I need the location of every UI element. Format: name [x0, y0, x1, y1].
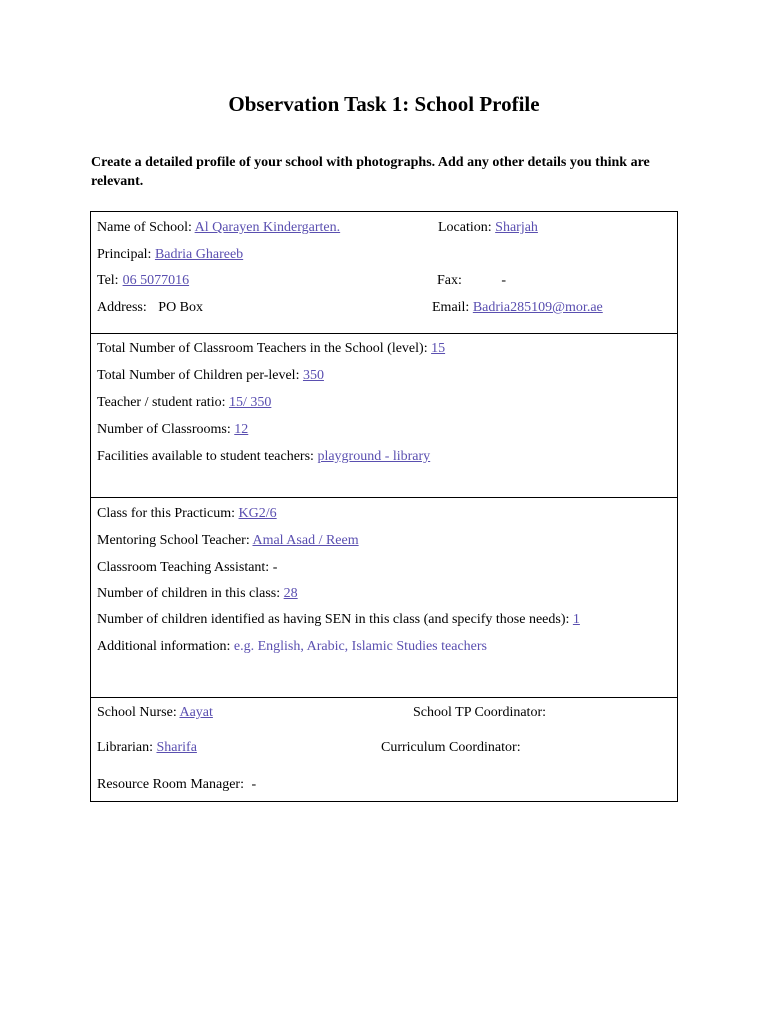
ratio-label: Teacher / student ratio:: [97, 395, 226, 410]
additional-label: Additional information:: [97, 639, 231, 654]
location-value[interactable]: Sharjah: [495, 220, 538, 235]
children-row: [97, 368, 324, 384]
profile-table: [90, 211, 678, 802]
curriculum-row: [381, 740, 521, 756]
librarian-value[interactable]: Sharifa: [156, 740, 197, 755]
resource-label: Resource Room Manager:: [97, 777, 244, 792]
mentor-row: [97, 533, 359, 549]
ratio-value[interactable]: 15/ 350: [228, 395, 272, 410]
school-name-value[interactable]: Al Qarayen Kindergarten.: [194, 220, 341, 235]
address-row: [97, 300, 203, 316]
nurse-row: [97, 705, 213, 721]
class-children-label: Number of children in this class:: [97, 586, 281, 601]
librarian-label: Librarian:: [97, 740, 153, 755]
principal-row: [97, 247, 243, 263]
assistant-value: -: [272, 560, 278, 575]
classrooms-label: Number of Classrooms:: [97, 422, 231, 437]
resource-row: [97, 777, 256, 793]
email-row: [432, 300, 603, 316]
location-label: Location:: [438, 220, 492, 235]
children-value[interactable]: 350: [302, 368, 324, 383]
class-children-row: [97, 586, 298, 602]
classrooms-row: [97, 422, 248, 438]
assistant-row: [97, 560, 277, 576]
teachers-value[interactable]: 15: [431, 341, 446, 356]
email-label: Email:: [432, 300, 470, 315]
nurse-value[interactable]: Aayat: [179, 705, 213, 720]
additional-row: [97, 639, 487, 655]
class-value[interactable]: KG2/6: [238, 506, 277, 521]
location-row: [438, 220, 538, 236]
tel-label: Tel:: [97, 273, 119, 288]
school-name-row: [97, 220, 340, 236]
principal-label: Principal:: [97, 247, 152, 262]
facilities-value[interactable]: playground - library: [317, 449, 431, 464]
assistant-label: Classroom Teaching Assistant:: [97, 560, 270, 575]
facilities-row: [97, 449, 430, 465]
librarian-row: [97, 740, 197, 756]
intro-text: Create a detailed profile of your school with photographs. Add any other details you think are relevant.: [91, 155, 650, 189]
tel-row: [97, 273, 189, 289]
ratio-row: [97, 395, 271, 411]
mentor-label: Mentoring School Teacher:: [97, 533, 250, 548]
sen-row: [97, 612, 580, 628]
class-label: Class for this Practicum:: [97, 506, 236, 521]
sen-label: Number of children identified as having SEN in this class (and specify those needs):: [97, 612, 570, 627]
curriculum-label: Curriculum Coordinator:: [381, 740, 521, 755]
resource-value: -: [251, 777, 257, 792]
tp-label: School TP Coordinator:: [413, 705, 546, 720]
classrooms-value[interactable]: 12: [234, 422, 249, 437]
mentor-value[interactable]: Amal Asad / Reem: [252, 533, 359, 548]
class-children-value[interactable]: 28: [283, 586, 298, 601]
practicum-section: [91, 498, 677, 698]
address-value: PO Box: [158, 300, 204, 315]
stats-section: [91, 334, 677, 498]
class-row: [97, 506, 277, 522]
address-label: Address:: [97, 300, 147, 315]
teachers-row: [97, 341, 445, 357]
principal-value[interactable]: Badria Ghareeb: [154, 247, 244, 262]
teachers-label: Total Number of Classroom Teachers in the School (level):: [97, 341, 428, 356]
fax-value: -: [501, 273, 507, 288]
additional-value: e.g. English, Arabic, Islamic Studies teachers: [233, 639, 487, 654]
fax-label: Fax:: [437, 273, 462, 288]
tel-value[interactable]: 06 5077016: [122, 273, 190, 288]
fax-row: [437, 273, 506, 289]
sen-value[interactable]: 1: [572, 612, 580, 627]
facilities-label: Facilities available to student teachers:: [97, 449, 314, 464]
page-title: Observation Task 1: School Profile: [228, 92, 540, 116]
staff-section: [91, 698, 677, 801]
school-name-label: Name of School:: [97, 220, 192, 235]
tp-row: [413, 705, 546, 721]
nurse-label: School Nurse:: [97, 705, 177, 720]
children-label: Total Number of Children per-level:: [97, 368, 300, 383]
email-value[interactable]: Badria285109@mor.ae: [472, 300, 603, 315]
school-info-section: [91, 212, 677, 334]
